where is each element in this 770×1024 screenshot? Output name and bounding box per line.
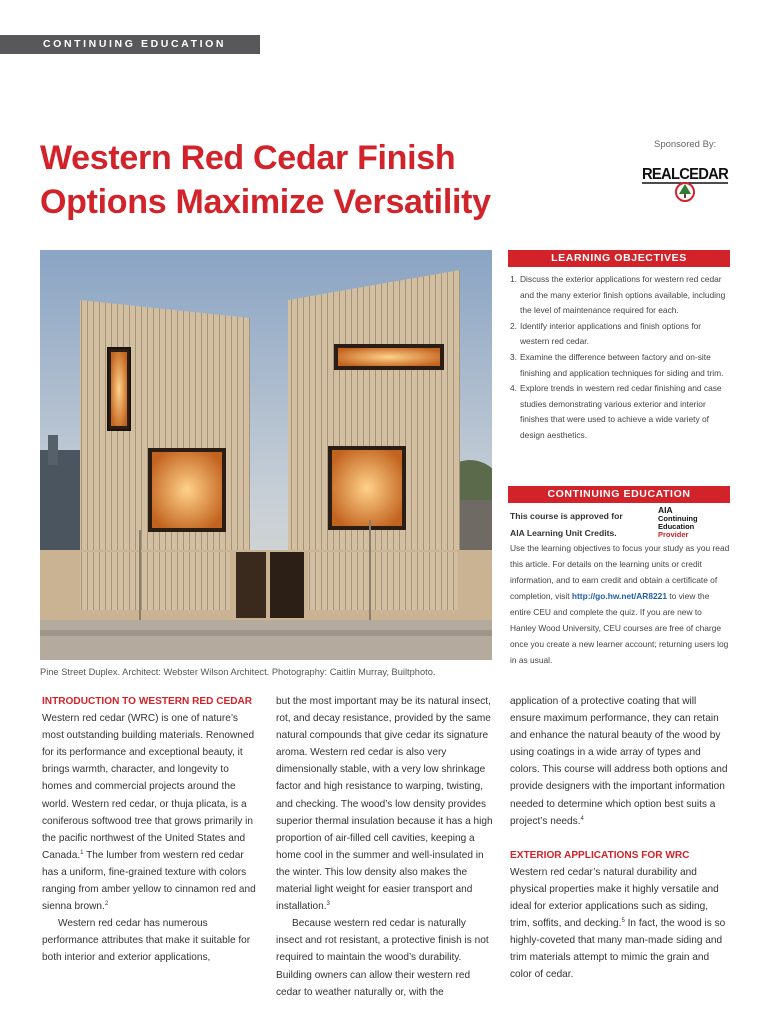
approval-line-2: AIA Learning Unit Credits. — [510, 528, 617, 538]
footnote-1: 1 — [80, 849, 84, 856]
objective-item — [510, 319, 730, 350]
paragraph-text: In fact, the wood is so highly-coveted that many man-made siding and trim materials attempt to mimic the grain and color of cedar. — [510, 918, 726, 981]
course-link[interactable]: http://go.hw.net/AR8221 — [571, 591, 667, 601]
continuing-education-header: CONTINUING EDUCATION — [508, 486, 730, 503]
footnote-2: 2 — [104, 901, 109, 908]
ce-body-text-continued: to view the entire CEU and complete the quiz. If you are new to Hanley Wood University, CEU courses are free of charge once you create a new learner account; returning users log in as usual. — [510, 591, 729, 665]
article-paragraph: Western red cedar has numerous performance attributes that make it suitable for both interior and exterior applications, — [42, 918, 251, 964]
sponsor-logo-text: REALCEDAR — [642, 166, 730, 183]
objective-text: Examine the difference between factory and on-site finishing and application techniques for siding and trim. — [520, 351, 724, 378]
objective-number: 1. — [510, 274, 517, 284]
aia-logo-line-1: AIA — [658, 505, 673, 515]
objective-text: Identify interior applications and finish options for western red cedar. — [520, 320, 702, 347]
paragraph-text: application of a protective coating that will ensure maximum performance, they can retain and enhance the natural beauty of the wood by using coatings in a wide array of types and colors. This course will address both options and provide designers with the important information needed to determine which option best suits a project’s needs. — [510, 696, 728, 827]
exterior-heading: EXTERIOR APPLICATIONS FOR WRC — [510, 849, 690, 861]
paragraph-text: The lumber from western red cedar has a uniform, fine-grained texture with colors ranging from amber yellow to cinnamon red and sienna brown. — [42, 849, 256, 913]
paragraph-text: Western red cedar’s natural durability and physical properties make it highly versatile and ideal for exterior applications such as siding, trim, soffits, and decking. — [510, 866, 719, 930]
title-line-1: Western Red Cedar Finish — [40, 139, 456, 177]
objective-number: 3. — [510, 351, 517, 362]
footnote-4: 4 — [580, 815, 584, 822]
objective-text: Discuss the exterior applications for western red cedar and the many exterior finish options available, including the level of maintenance required for each. — [520, 274, 726, 316]
article-column-3 — [510, 693, 728, 984]
objective-item — [510, 350, 730, 381]
title-line-2: Options Maximize Versatility — [40, 183, 491, 221]
article-paragraph — [510, 864, 728, 984]
article-title — [40, 136, 640, 224]
continuing-education-body — [510, 540, 730, 668]
hero-photo — [40, 250, 492, 660]
aia-approval-text — [510, 508, 650, 542]
aia-logo-line-4: Provider — [658, 530, 689, 539]
article-column-1 — [42, 693, 260, 967]
objective-item — [510, 272, 730, 319]
aia-logo-line-3: Education — [658, 522, 695, 531]
objective-item — [510, 381, 730, 443]
sponsor-label: Sponsored By: — [654, 139, 717, 150]
aia-provider-logo — [658, 505, 730, 539]
article-paragraph: Because western red cedar is naturally insect and rot resistant, a protective finish is not required to maintain the wood’s durability. Building owners can allow their western red cedar to weather naturally or, with the — [276, 918, 489, 998]
article-paragraph — [510, 693, 728, 830]
paragraph-text: Western red cedar (WRC) is one of nature’s most outstanding building materials. Renowned for its performance and exceptional beauty, it brings warmth, character, and longevity to homes and commercial projects around the world. Western red cedar, or thuja plicata, is a coniferous softwood tree that grows primarily in the pacific northwest of the United States and Canada. — [42, 713, 255, 861]
footnote-3: 3 — [326, 901, 330, 908]
section-banner-label: CONTINUING EDUCATION — [43, 38, 227, 50]
objective-number: 2. — [510, 320, 517, 331]
approval-line-1: This course is approved for — [510, 511, 623, 521]
photo-caption: Pine Street Duplex. Architect: Webster Wilson Architect. Photography: Caitlin Murray, Builtphoto. — [40, 667, 436, 677]
intro-heading: INTRODUCTION TO WESTERN RED CEDAR — [42, 696, 253, 707]
article-column-2 — [276, 693, 494, 1001]
paragraph-text: but the most important may be its natural insect, rot, and decay resistance, provided by the same natural compounds that give cedar its signature aroma. Western red cedar is also very dimensionally stable, with a very low shrinkage factor and high resistance to warping, twisting, and checking. The wood’s low density provides superior thermal insulation because it has a high proportion of air-filled cell cavities, keeping a home cool in the summer and well-insulated in the winter. This low density also makes the material light weight for easier transport and installation. — [276, 696, 493, 913]
footnote-5: 5 — [621, 918, 625, 925]
objective-text: Explore trends in western red cedar finishing and case studies demonstrating various exterior and interior finishes that were used to achieve a wide variety of design aesthetics. — [520, 383, 722, 440]
aia-logo-line-2: Continuing — [658, 514, 698, 523]
learning-objectives-list — [510, 272, 730, 444]
article-paragraph — [42, 710, 260, 915]
section-banner — [0, 35, 260, 54]
article-paragraph — [276, 693, 494, 915]
realcedar-logo — [640, 162, 732, 204]
ce-body-text: Use the learning objectives to focus your study as you read this article. For details on the learning units or credit information, and to earn credit and obtain a certificate of completion, visit — [510, 543, 730, 601]
objective-number: 4. — [510, 383, 517, 394]
learning-objectives-header: LEARNING OBJECTIVES — [508, 250, 730, 267]
